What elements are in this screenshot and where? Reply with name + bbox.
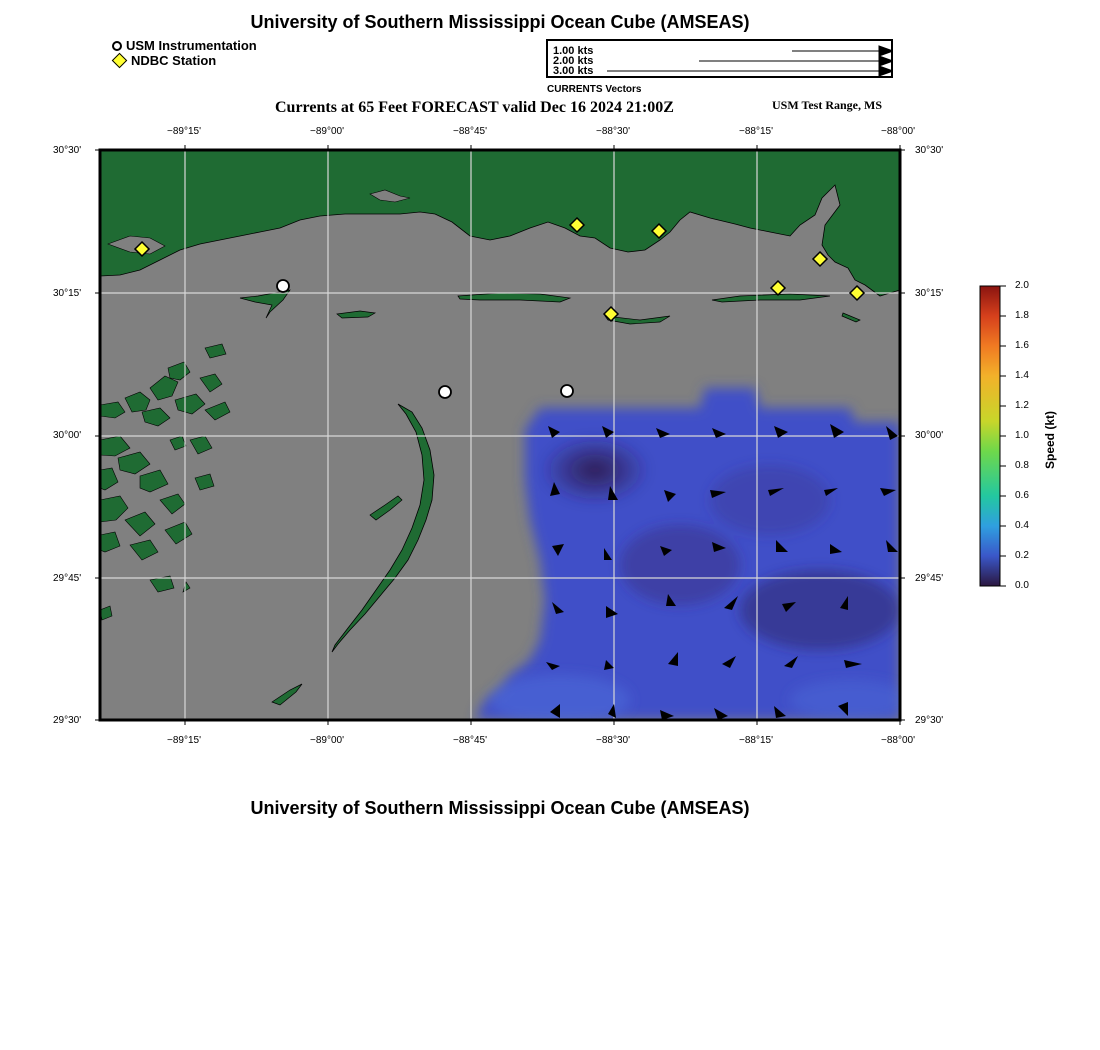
current-vector xyxy=(666,594,676,606)
current-vector xyxy=(602,426,614,438)
usm-instrument-icon xyxy=(112,41,122,51)
colorbar xyxy=(980,286,1000,586)
lon-label-bottom: −88°30' xyxy=(596,735,630,746)
lon-label-bottom: −88°15' xyxy=(739,735,773,746)
lon-label-top: −88°15' xyxy=(739,126,773,137)
current-vector xyxy=(886,540,898,552)
colorbar-tick-label: 1.4 xyxy=(1015,370,1029,381)
colorbar-tick-label: 1.0 xyxy=(1015,430,1029,441)
lat-label-right: 30°15' xyxy=(915,288,944,299)
current-vector xyxy=(776,540,788,552)
current-vector xyxy=(774,706,786,718)
lon-label-bottom: −89°15' xyxy=(167,735,201,746)
ndbc-station-marker xyxy=(652,224,666,238)
current-vector xyxy=(552,544,564,556)
ocean-area xyxy=(100,150,900,720)
colorbar-tick-label: 1.2 xyxy=(1015,400,1029,411)
vector-key xyxy=(546,39,893,78)
usm-instrument-marker xyxy=(561,385,573,397)
current-vector xyxy=(608,486,618,500)
current-vectors xyxy=(546,424,898,720)
marsh-islands xyxy=(100,344,230,620)
colorbar-tick-label: 0.8 xyxy=(1015,460,1029,471)
page-title: University of Southern Mississippi Ocean Cube (AMSEAS) xyxy=(250,12,750,32)
ndbc-station-icon xyxy=(112,53,128,69)
lat-label-left: 29°30' xyxy=(53,715,82,726)
lat-label-left: 30°30' xyxy=(53,145,82,156)
current-vector xyxy=(782,602,796,612)
colorbar-tick-label: 0.0 xyxy=(1015,580,1029,591)
lat-label-left: 30°15' xyxy=(53,288,82,299)
lon-label-top: −89°15' xyxy=(167,126,201,137)
current-vector xyxy=(548,426,560,438)
colorbar-tick-label: 1.6 xyxy=(1015,340,1029,351)
barrier-island xyxy=(605,316,670,324)
usm-instrument-marker xyxy=(439,386,451,398)
current-vector xyxy=(550,482,560,496)
colorbar-ticks xyxy=(1000,286,1006,586)
current-speed-shading xyxy=(490,435,910,725)
current-vector xyxy=(880,488,896,496)
current-vector xyxy=(886,426,898,440)
current-vector xyxy=(830,424,844,438)
current-vector xyxy=(606,606,618,618)
ndbc-station-marker xyxy=(771,281,785,295)
graticule xyxy=(100,150,900,720)
legend-usm-row xyxy=(112,38,257,53)
mainland-coast xyxy=(100,150,900,296)
colorbar-tick-label: 2.0 xyxy=(1015,280,1029,291)
lon-label-top: −88°45' xyxy=(453,126,487,137)
map-legend xyxy=(112,38,257,68)
barrier-island xyxy=(240,290,290,318)
current-vector xyxy=(668,652,678,666)
current-vector xyxy=(844,660,862,668)
legend-ndbc-label: NDBC Station xyxy=(131,53,217,68)
colorbar-tick-label: 0.4 xyxy=(1015,520,1029,531)
lon-label-top: −88°00' xyxy=(881,126,915,137)
usm-instrument-marker xyxy=(277,280,289,292)
current-vector xyxy=(840,596,848,610)
colorbar-title: Speed (kt) xyxy=(1043,410,1057,469)
ndbc-station-marker xyxy=(570,218,584,232)
lat-label-right: 30°30' xyxy=(915,145,944,156)
colorbar-tick-label: 0.2 xyxy=(1015,550,1029,561)
current-vector xyxy=(784,656,798,668)
ndbc-station-marker xyxy=(850,286,864,300)
barrier-island xyxy=(842,313,860,322)
current-vector xyxy=(546,662,560,670)
test-range-label: USM Test Range, MS xyxy=(772,98,883,112)
current-vector xyxy=(724,596,738,610)
legend-ndbc-row xyxy=(112,53,257,68)
current-vector xyxy=(656,428,670,438)
ndbc-station-marker xyxy=(813,252,827,266)
vector-key-label-3: 3.00 kts xyxy=(553,65,594,77)
current-vector xyxy=(608,704,616,718)
current-vector xyxy=(664,490,676,502)
lat-label-right: 29°30' xyxy=(915,715,944,726)
usm-instruments xyxy=(277,280,573,398)
lon-label-bottom: −89°00' xyxy=(310,735,344,746)
vector-key-label-1: 1.00 kts xyxy=(553,45,594,57)
vector-key-arrows xyxy=(548,41,891,76)
current-vector xyxy=(768,488,784,496)
current-speed-field xyxy=(475,388,900,720)
frame-ticks xyxy=(95,145,905,725)
current-vector xyxy=(710,490,726,498)
vector-key-caption: CURRENTS Vectors xyxy=(547,84,642,95)
lat-label-left: 30°00' xyxy=(53,430,82,441)
barrier-island xyxy=(337,311,375,318)
island xyxy=(272,684,302,705)
colorbar-tick-label: 1.8 xyxy=(1015,310,1029,321)
ndbc-station-marker xyxy=(604,307,618,321)
current-vector xyxy=(722,656,736,668)
barrier-island xyxy=(458,293,570,302)
lat-label-right: 30°00' xyxy=(915,430,944,441)
vector-key-label-2: 2.00 kts xyxy=(553,55,594,67)
lat-label-left: 29°45' xyxy=(53,573,82,584)
legend-usm-label: USM Instrumentation xyxy=(126,38,257,53)
current-vector xyxy=(830,544,842,554)
current-vector xyxy=(552,602,564,614)
current-vector xyxy=(604,548,612,560)
current-vector xyxy=(838,702,848,716)
lon-label-bottom: −88°45' xyxy=(453,735,487,746)
chandeleur-islands xyxy=(370,496,402,520)
current-vector xyxy=(714,708,728,720)
ndbc-station-marker xyxy=(135,242,149,256)
current-vector xyxy=(660,546,672,556)
map-frame xyxy=(100,150,900,720)
colorbar-tick-label: 0.6 xyxy=(1015,490,1029,501)
current-vector xyxy=(550,704,560,718)
footer-title: University of Southern Mississippi Ocean Cube (AMSEAS) xyxy=(250,798,750,818)
chandeleur-islands xyxy=(332,404,434,652)
lon-label-top: −88°30' xyxy=(596,126,630,137)
current-vector xyxy=(712,542,726,552)
lon-label-bottom: −88°00' xyxy=(881,735,915,746)
current-vector xyxy=(712,428,726,438)
current-vector xyxy=(774,426,788,438)
current-vector xyxy=(604,660,614,670)
ndbc-stations xyxy=(135,218,864,321)
barrier-island xyxy=(712,294,830,302)
lon-label-top: −89°00' xyxy=(310,126,344,137)
current-vector xyxy=(660,710,674,720)
lat-label-right: 29°45' xyxy=(915,573,944,584)
current-vector xyxy=(824,488,838,496)
map-subtitle: Currents at 65 Feet FORECAST valid Dec 16 2024 21:00Z xyxy=(275,99,674,116)
